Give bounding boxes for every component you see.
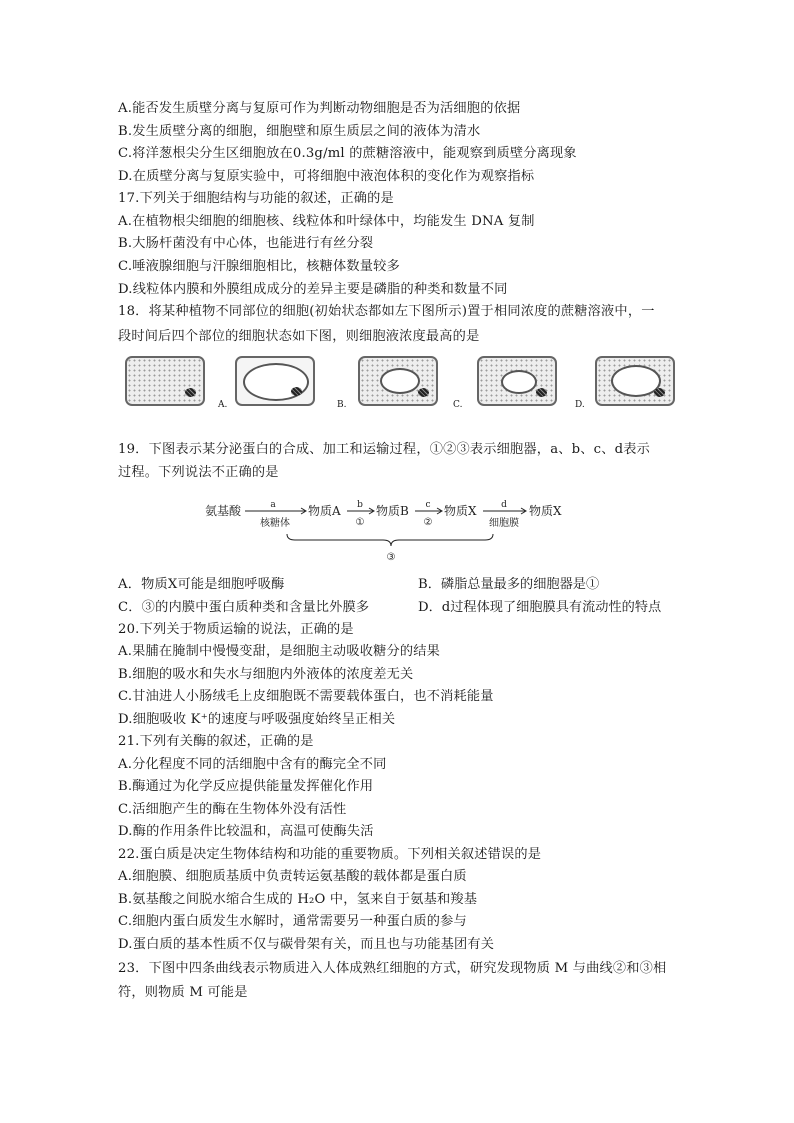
label-c: C. xyxy=(453,400,463,410)
q20-stem: 20.下列关于物质运输的说法，正确的是 xyxy=(118,622,354,637)
q19-option-a: A．物质X可能是细胞呼吸酶 xyxy=(118,577,285,592)
q22-option-d: D.蛋白质的基本性质不仅与碳骨架有关，而且也与功能基团有关 xyxy=(118,937,495,952)
cell-c xyxy=(477,356,557,406)
q19-option-c: C．③的内膜中蛋白质种类和含量比外膜多 xyxy=(118,600,370,615)
nucleus xyxy=(185,388,196,397)
initial-cell xyxy=(125,356,205,406)
q22-option-a: A.细胞膜、细胞质基质中负责转运氨基酸的载体都是蛋白质 xyxy=(118,869,467,884)
vacuole xyxy=(501,370,537,394)
q16-option-a: A.能否发生质壁分离与复原可作为判断动物细胞是否为活细胞的依据 xyxy=(118,101,521,116)
q21-option-a: A.分化程度不同的活细胞中含有的酶完全不同 xyxy=(118,757,387,772)
q20-option-d: D.细胞吸收 K⁺的速度与呼吸强度始终呈正相关 xyxy=(118,712,396,727)
q19-stem-line2: 过程。下列说法不正确的是 xyxy=(118,465,279,480)
flow-organelle-1: ① xyxy=(355,517,365,528)
label-b: B. xyxy=(337,400,347,410)
label-a: A. xyxy=(218,400,228,410)
flow-substance-a: 物质A xyxy=(308,504,341,518)
q21-option-b: B.酶通过为化学反应提供能量发挥催化作用 xyxy=(118,779,374,794)
flow-label-c: c xyxy=(425,500,431,510)
q16-option-c: C.将洋葱根尖分生区细胞放在0.3g/ml 的蔗糖溶液中，能观察到质壁分离现象 xyxy=(118,146,577,161)
secretion-flow-diagram xyxy=(205,498,585,570)
q23-stem-line1: 23．下图中四条曲线表示物质进入人体成熟红细胞的方式，研究发现物质 M 与曲线②和③相 xyxy=(118,961,667,976)
q23-stem-line2: 符，则物质 M 可能是 xyxy=(118,985,248,1000)
q18-stem-line2: 段时间后四个部位的细胞状态如下图，则细胞液浓度最高的是 xyxy=(118,329,480,344)
q21-option-d: D.酶的作用条件比较温和，高温可使酶失活 xyxy=(118,824,374,839)
cell-a xyxy=(235,356,315,406)
q21-option-c: C.活细胞产生的酶在生物体外没有活性 xyxy=(118,802,347,817)
q19-option-d: D．d过程体现了细胞膜具有流动性的特点 xyxy=(418,600,662,615)
q18-cell-figure xyxy=(125,356,645,416)
q22-option-c: C.细胞内蛋白质发生水解时，通常需要另一种蛋白质的参与 xyxy=(118,914,467,929)
flow-substance-x: 物质X xyxy=(444,504,477,518)
flow-label-a: a xyxy=(270,500,276,510)
q17-option-b: B.大肠杆菌没有中心体，也能进行有丝分裂 xyxy=(118,236,374,251)
q19-stem-line1: 19．下图表示某分泌蛋白的合成、加工和运输过程，①②③表示细胞器，a、b、c、d表示 xyxy=(118,442,651,457)
flow-cell-membrane: 细胞膜 xyxy=(489,518,519,529)
q20-option-a: A.果脯在腌制中慢慢变甜，是细胞主动吸收糖分的结果 xyxy=(118,644,441,659)
q19-option-b: B．磷脂总量最多的细胞器是① xyxy=(418,577,600,592)
q20-option-c: C.甘油进人小肠绒毛上皮细胞既不需要载体蛋白，也不消耗能量 xyxy=(118,689,494,704)
q16-option-b: B.发生质壁分离的细胞，细胞壁和原生质层之间的液体为清水 xyxy=(118,124,481,139)
q17-option-c: C.唾液腺细胞与汗腺细胞相比，核糖体数量较多 xyxy=(118,259,400,274)
flow-organelle-3: ③ xyxy=(386,552,396,563)
cell-d xyxy=(595,356,675,406)
flow-amino-acid: 氨基酸 xyxy=(205,504,242,518)
nucleus xyxy=(536,388,547,397)
q17-stem: 17.下列关于细胞结构与功能的叙述，正确的是 xyxy=(118,191,394,206)
flow-organelle-2: ② xyxy=(423,517,433,528)
flow-ribosome: 核糖体 xyxy=(260,518,290,529)
flow-substance-x-out: 物质X xyxy=(529,504,562,518)
nucleus xyxy=(418,388,429,397)
q22-option-b: B.氨基酸之间脱水缩合生成的 H₂O 中，氢来自于氨基和羧基 xyxy=(118,892,478,907)
vacuole xyxy=(380,368,420,394)
q18-stem-line1: 18．将某种植物不同部位的细胞(初始状态都如左下图所示)置于相同浓度的蔗糖溶液中，一 xyxy=(118,304,655,319)
cell-b xyxy=(358,356,438,406)
nucleus xyxy=(291,387,302,396)
nucleus xyxy=(654,388,665,397)
flow-label-b: b xyxy=(357,500,363,510)
q20-option-b: B.细胞的吸水和失水与细胞内外液体的浓度差无关 xyxy=(118,667,414,682)
q21-stem: 21.下列有关酶的叙述，正确的是 xyxy=(118,734,314,749)
q22-stem: 22.蛋白质是决定生物体结构和功能的重要物质。下列相关叙述错误的是 xyxy=(118,847,542,862)
flow-substance-b: 物质B xyxy=(376,504,409,518)
q17-option-d: D.线粒体内膜和外膜组成成分的差异主要是磷脂的种类和数量不同 xyxy=(118,282,508,297)
q17-option-a: A.在植物根尖细胞的细胞核、线粒体和叶绿体中，均能发生 DNA 复制 xyxy=(118,214,535,229)
q16-option-d: D.在质壁分离与复原实验中，可将细胞中液泡体积的变化作为观察指标 xyxy=(118,169,535,184)
label-d: D. xyxy=(575,400,585,410)
flow-label-d: d xyxy=(501,500,507,510)
